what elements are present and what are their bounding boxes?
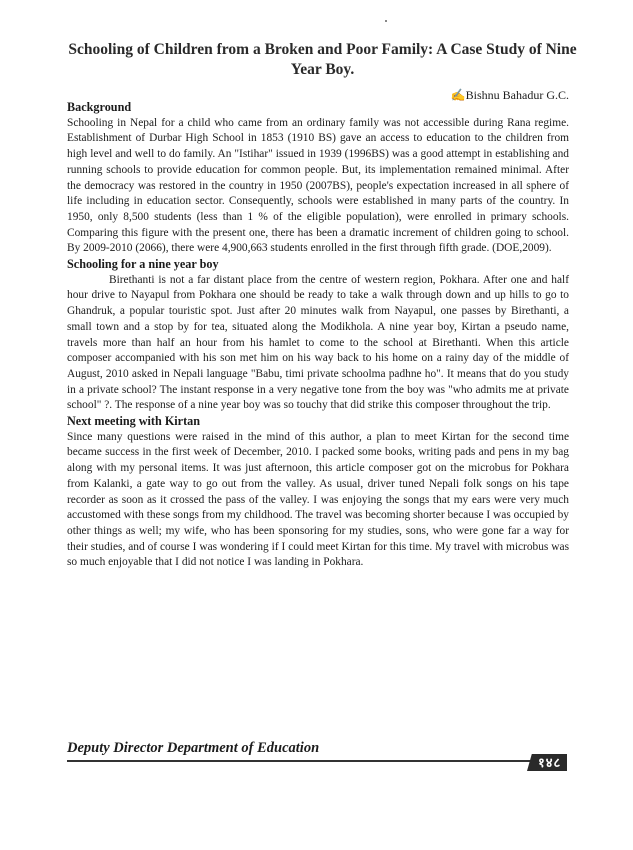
article-title: Schooling of Children from a Broken and Poor Family: A Case Study of Nine Year Boy. — [68, 41, 577, 78]
section-heading-next-meeting: Next meeting with Kirtan — [67, 414, 201, 429]
author-name: Bishnu Bahadur G.C. — [465, 88, 569, 102]
paragraph-next-meeting: Since many questions were raised in the mind of this author, a plan to meet Kirtan for the second time became success in the first week of December, 2010. I packed some books, writing pads and pens in my bag along with my personal items. It was just afternoon, this article composer got on the microbus for Pokhara from Kalanki, a gate way to go out from the valley. As usual, driver tuned Nepali folk songs on his tape recorder as soon as it crossed the pass of the valley. I was enjoying the songs that my ears were very much accustomed with these songs from my childhood. The travel was becoming shorter because I was occupied by other things as well; my wife, who has been sponsoring for my studies, sons, who were gone far a way for their studies, and of course I was wondering if I could meet Kirtan for this time. My travel with microbus was so much enjoyable that I did not notice I was landing in Pokhara. — [67, 430, 569, 569]
article-body — [67, 100, 569, 571]
paragraph-background: Schooling in Nepal for a child who came from an ordinary family was not accessible during Rana regime. Establishment of Durbar High School in 1853 (1910 BS) gave an access to education to the children from high level and well to do family. An "Istihar" issued in 1939 (1996BS) was a good attempt in establishing and running schools to provide education for common people. But, its implementation remained minimal. After the democracy was restored in the country in 1950 (2007BS), people's expectation increased in all sphere of life including in education sector. Consequently, schools were established in many parts of the country. In 1950, only 8,500 students (less than 1 % of the eligible population), were enrolled in primary schools. Comparing this figure with the present one, there has been a dramatic increment of children going to school. By 2009-2010 (2066), there were 4,900,663 students enrolled in the first through fifth grade. (DOE,2009). — [67, 116, 569, 255]
paragraph-schooling: Birethanti is not a far distant place from the centre of western region, Pokhara. After one and half hour drive to Nayapul from Pokhara one should be ready to take a walk through down and up hills to go to Ghandruk, a popular touristic spot. Just after 20 minutes walk from Nayapul, one passes by Birethanti, a small town and a stop by for tea, situated along the Modikhola. A nine year boy, Kirtan a pseudo name, travels more than half an hour from his hamlet to come to the school at Birethanti. When this article composer accompanied with his son met him on his way back to his home on a rainy day of the middle of August, 2010 asked in Nepali language "Babu, timi private schoolma padhne ho". It means that do you study in a private school? The instant response in a very negative tone from the boy was "who admits me at private school" ?. The response of a nine year boy was so touchy that did strike this composer throughout the trip. — [67, 273, 569, 412]
pen-nib-icon: ✍ — [450, 88, 466, 102]
author-affiliation: Deputy Director Department of Education — [67, 740, 320, 756]
footer-divider — [67, 760, 535, 762]
section-heading-background: Background — [67, 100, 132, 114]
page-number: १४८ — [538, 755, 562, 770]
scan-mark — [385, 20, 387, 22]
section-heading-schooling: Schooling for a nine year boy — [67, 257, 219, 272]
